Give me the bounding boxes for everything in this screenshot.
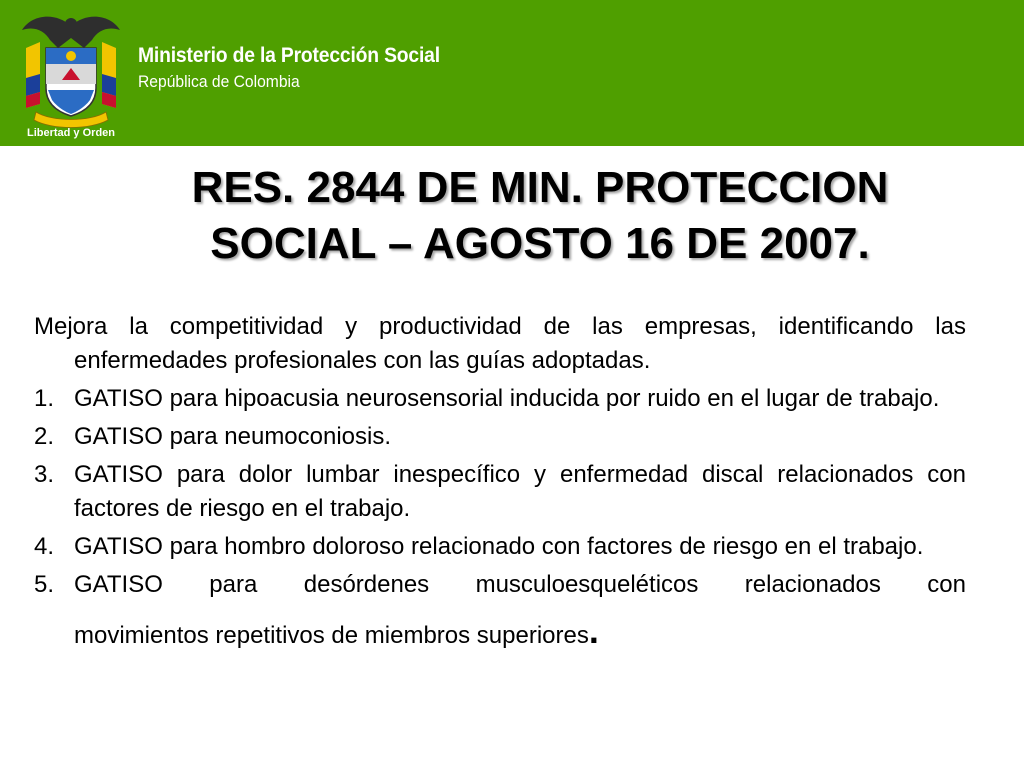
list-item-number: 1. (34, 385, 55, 412)
list-item-text-line1: GATISO para desórdenes musculoesqueléticos relacionados con (74, 571, 966, 598)
list-item-text: GATISO para neumoconiosis. (74, 423, 392, 450)
organization-name: Ministerio de la Protección Social (138, 44, 440, 67)
title-line-1: RES. 2844 DE MIN. PROTECCION (191, 163, 889, 212)
list-item-number: 5. (34, 571, 55, 598)
list-item (34, 568, 966, 653)
slide-content (34, 310, 966, 657)
guide-list (34, 382, 966, 653)
list-item-number: 3. (34, 461, 55, 488)
title-line-2: SOCIAL – AGOSTO 16 DE 2007. (210, 219, 870, 268)
header-bar (0, 0, 1024, 146)
organization-block (138, 44, 466, 92)
intro-paragraph: Mejora la competitividad y productividad de las empresas, identificando las enfermedades profesionales con las guías adoptadas. (34, 313, 966, 374)
organization-subtitle: República de Colombia (138, 72, 300, 91)
list-item-text-line2: movimientos repetitivos de miembros superiores (74, 622, 589, 649)
slide-title (100, 160, 980, 272)
list-item-text: GATISO para hipoacusia neurosensorial inducida por ruido en el lugar de trabajo. (74, 385, 940, 412)
list-item-text-line2-wrap (74, 610, 966, 653)
final-period: . (588, 610, 599, 651)
coat-of-arms-icon (18, 8, 124, 140)
list-item-number: 2. (34, 423, 55, 450)
logo-motto: Libertad y Orden (26, 127, 116, 139)
list-item-number: 4. (34, 533, 55, 560)
list-item (34, 530, 966, 564)
list-item (34, 420, 966, 454)
list-item (34, 382, 966, 416)
list-item-text: GATISO para dolor lumbar inespecífico y enfermedad discal relacionados con factores de riesgo en el trabajo. (74, 461, 966, 522)
list-item (34, 458, 966, 526)
list-item-text: GATISO para hombro doloroso relacionado con factores de riesgo en el trabajo. (74, 533, 924, 560)
